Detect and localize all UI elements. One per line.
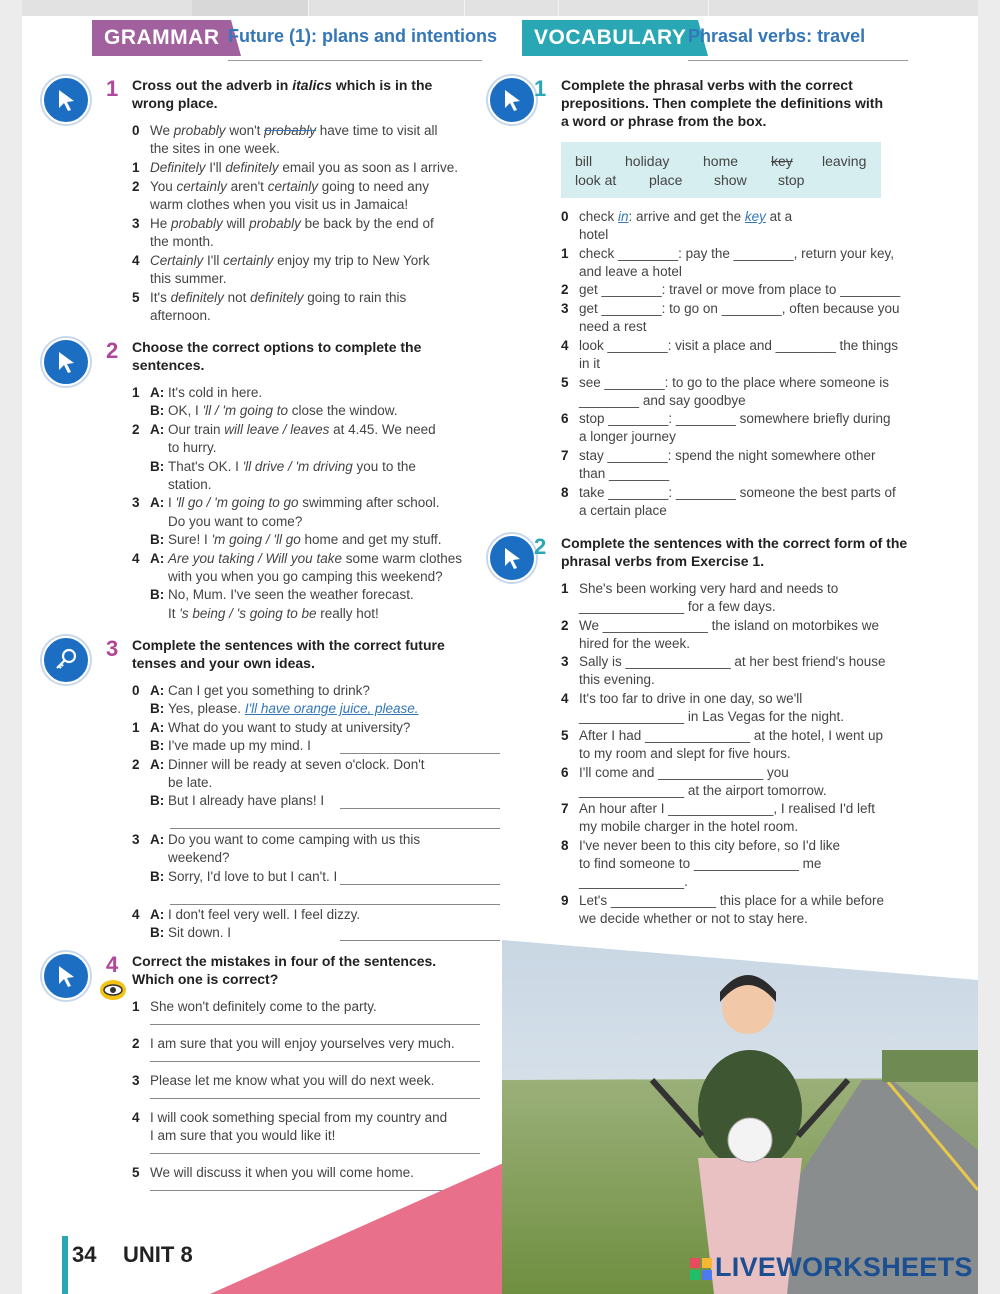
item-number: 0 [561, 209, 569, 224]
exercise-item [561, 892, 919, 928]
item-text[interactable]: An hour after I ______________, I realised I'd left [579, 801, 876, 817]
item-text: It's [150, 290, 171, 305]
item-text[interactable]: get ________: to go on ________, often because you [579, 301, 900, 317]
item-text: going to need any [317, 179, 430, 194]
exercise-item [561, 447, 909, 483]
item-number: 4 [132, 550, 140, 566]
item-number: 3 [132, 831, 140, 847]
option-choice[interactable]: 'll drive / 'm driving [242, 458, 353, 474]
speaker-label: B: [150, 925, 165, 941]
item-number: 9 [561, 892, 569, 908]
item-number: 5 [561, 374, 569, 390]
item-number: 2 [132, 756, 140, 772]
cursor-icon[interactable] [488, 76, 536, 124]
dialogue-line [132, 550, 513, 568]
item-text: with you when you go camping this weekend? [168, 569, 443, 584]
item-text[interactable]: look ________: visit a place and ________ the things [579, 337, 898, 353]
word-box-item: leaving [822, 153, 867, 169]
item-text: It's cold in here. [168, 385, 263, 400]
speaker-label: A: [150, 756, 165, 772]
exercise-item [132, 998, 480, 1016]
item-text: No, Mum. I've seen the weather forecast. [168, 587, 414, 603]
dialogue-line [150, 513, 513, 531]
exercise-item [561, 281, 909, 299]
item-text[interactable]: ______________ at the airport tomorrow. [579, 782, 827, 798]
item-text[interactable]: I've never been to this city before, so I'd like [579, 837, 841, 853]
item-text: some warm clothes [341, 550, 463, 566]
dialogue-line [150, 774, 513, 792]
unit-label: UNIT 8 [123, 1242, 193, 1267]
item-number: 3 [561, 654, 569, 670]
speaker-label: B: [150, 738, 165, 754]
exercise-item [561, 617, 919, 653]
answer-line[interactable] [340, 808, 500, 809]
adverb-option[interactable]: Certainly [150, 253, 204, 268]
item-text[interactable]: hired for the week. [579, 635, 691, 651]
item-text: I'll [205, 160, 226, 175]
item-text: you to the [352, 458, 416, 474]
dialogue-line [150, 458, 513, 476]
item-text: warm clothes when you visit us in Jamaica! [150, 197, 409, 212]
speaker-label: B: [150, 587, 165, 603]
word-box-item: holiday [625, 153, 670, 169]
dialogue-line [150, 849, 513, 867]
exercise-item [561, 837, 919, 891]
item-text: email you as soon as I arrive. [278, 160, 458, 175]
item-number: 5 [132, 1165, 140, 1180]
item-number: 0 [132, 683, 140, 698]
item-text: I [168, 495, 176, 511]
exercise-item [561, 800, 919, 836]
dialogue-line [132, 906, 513, 924]
option-choice[interactable]: will leave / leaves [224, 421, 330, 437]
adverb-option[interactable]: definitely [250, 290, 304, 305]
item-text: She won't definitely come to the party. [150, 999, 377, 1014]
dialogue-line [132, 384, 513, 402]
exercise-number: 1 [106, 76, 119, 101]
dialogue-line [150, 476, 513, 494]
item-text[interactable]: see ________: to go to the place where someone is [579, 374, 889, 390]
dialogue-line [132, 682, 513, 700]
item-text: the sites in one week. [150, 141, 280, 156]
speaker-label: A: [150, 683, 165, 698]
item-number: 2 [561, 617, 569, 633]
item-text: swimming after school. [298, 495, 440, 511]
answer-line[interactable] [340, 753, 500, 754]
item-text: at a [765, 209, 793, 224]
option-choice[interactable]: 'll / 'm going to [202, 403, 288, 419]
item-number: 0 [132, 123, 140, 138]
speaker-label: B: [150, 403, 165, 419]
item-text: Can I get you something to drink? [168, 683, 370, 698]
item-text: this summer. [150, 271, 227, 286]
exercise-instruction: Complete the sentences with the correct form of the phrasal verbs from Exercise 1. [561, 535, 908, 569]
item-text: be back by the end of [300, 216, 434, 231]
word-box-item: show [714, 172, 747, 188]
item-number: 4 [561, 337, 569, 353]
item-text: That's OK. I [168, 458, 243, 474]
exercise-item [561, 374, 909, 410]
exercise-number: 4 [106, 952, 119, 977]
item-text[interactable]: stay ________: spend the night somewhere other [579, 447, 876, 463]
item-number: 8 [561, 484, 569, 500]
exercise-item [132, 1109, 480, 1145]
vocab-title: Phrasal verbs: travel [688, 26, 866, 46]
exercise-item [561, 337, 909, 373]
word-box-item: bill [575, 153, 593, 169]
exercise-item [561, 764, 919, 800]
item-text: be late. [168, 775, 213, 790]
item-text: OK, I [168, 403, 203, 419]
item-number: 6 [561, 411, 569, 427]
item-number: 4 [132, 907, 140, 922]
item-text: I am sure that you would like it! [150, 1128, 336, 1143]
item-text[interactable]: Sally is ______________ at her best friend's house [579, 654, 886, 670]
item-text: What do you want to study at university? [168, 719, 411, 735]
footer-bar [62, 1236, 68, 1294]
exercise-item [561, 690, 919, 726]
adverb-option[interactable]: certainly [223, 253, 274, 268]
item-number: 3 [561, 301, 569, 317]
dialogue-line [150, 439, 513, 457]
exercise-item [132, 178, 480, 214]
item-text[interactable]: ________ and say goodbye [579, 392, 746, 408]
exercise-number: 3 [106, 636, 119, 661]
word-box [561, 142, 881, 198]
dialogue-line [150, 700, 513, 718]
speaker-label: A: [150, 719, 165, 735]
item-text[interactable]: stop ________: ________ somewhere briefly during [579, 411, 891, 427]
exercise-item [132, 252, 480, 288]
exercise-item [132, 289, 480, 325]
dialogue-line [150, 586, 513, 604]
item-text[interactable]: Let's ______________ this place for a while before [579, 892, 885, 908]
speaker-label: A: [150, 550, 165, 566]
item-number: 3 [132, 1073, 140, 1088]
adverb-option[interactable]: probably [171, 216, 223, 231]
speaker-label: B: [150, 793, 165, 809]
item-text: : arrive and get the [628, 209, 745, 224]
item-text: It [168, 605, 180, 621]
item-text[interactable]: ______________ for a few days. [579, 599, 776, 614]
item-text[interactable]: It's too far to drive in one day, so we'll [579, 691, 803, 707]
item-text[interactable]: I'll come and ______________ you [579, 764, 789, 780]
item-text: not [223, 290, 251, 305]
watermark-logo: LIVEWORKSHEETS [690, 1252, 973, 1283]
adverb-option[interactable]: probably [249, 216, 301, 231]
exercise-number: 1 [534, 76, 547, 101]
pink-decoration [210, 1160, 510, 1294]
item-text: Please let me know what you will do next week. [150, 1073, 435, 1088]
answer-line[interactable] [150, 1153, 480, 1154]
dialogue-line [132, 756, 513, 774]
item-text: We [150, 123, 174, 138]
speaker-label: A: [150, 385, 165, 400]
scooter-photo [502, 940, 978, 1294]
speaker-label: A: [150, 495, 165, 511]
item-text: But I already have plans! I [168, 793, 325, 809]
item-number: 1 [561, 581, 569, 596]
exercise-item [132, 215, 480, 251]
exercise-instruction: Complete the sentences with the correct future tenses and your own ideas. [132, 637, 445, 671]
dialogue-line [150, 531, 513, 549]
exercise-number: 2 [534, 534, 547, 559]
speaker-label: A: [150, 831, 165, 847]
exercise-item [132, 159, 480, 177]
dialogue-line [132, 719, 513, 737]
exercise-item [561, 580, 919, 616]
item-text: going to rain this [303, 290, 407, 305]
dialogue-line [150, 605, 513, 623]
dialogue-line [132, 494, 513, 512]
item-text: enjoy my trip to New York [273, 253, 430, 268]
exercise-item [561, 410, 909, 446]
item-number: 1 [132, 160, 140, 175]
answer-line[interactable] [150, 1061, 480, 1062]
item-number: 1 [561, 245, 569, 261]
item-text: Sit down. I [168, 925, 232, 941]
item-text: Our train [168, 421, 225, 437]
answer-line[interactable] [150, 1098, 480, 1099]
vocab-tag: VOCABULARY [522, 20, 698, 56]
item-number: 7 [561, 447, 569, 463]
item-text: I've made up my mind. I [168, 738, 311, 754]
item-text[interactable]: and leave a hotel [579, 263, 682, 279]
item-text[interactable]: After I had ______________ at the hotel, I went up [579, 727, 883, 743]
exercise-instruction: Cross out the adverb in italics which is in the wrong place. [132, 77, 433, 111]
answer-line[interactable] [170, 828, 500, 829]
speaker-label: B: [150, 868, 165, 884]
word-box-item: key [771, 153, 793, 169]
item-text[interactable]: ______________. [579, 873, 688, 889]
item-text[interactable]: She's been working very hard and needs to [579, 581, 839, 596]
worksheet-page [22, 0, 978, 1294]
item-text: will [222, 216, 250, 231]
word-box-item: place [649, 172, 683, 188]
item-text: have time to visit all [315, 123, 438, 138]
answer-line[interactable] [150, 1024, 480, 1025]
grammar-title: Future (1): plans and intentions [228, 26, 497, 46]
item-text: at 4.45. We need [329, 421, 436, 437]
item-text[interactable]: than ________ [579, 465, 670, 481]
item-text[interactable]: take ________: ________ someone the best parts of [579, 484, 896, 500]
item-text[interactable]: ______________ in Las Vegas for the night. [579, 709, 844, 725]
item-text: I will cook something special from my country and [150, 1110, 448, 1125]
item-text[interactable]: in it [579, 355, 601, 371]
speaker-label: B: [150, 701, 165, 717]
item-text[interactable]: a longer journey [579, 429, 676, 445]
item-number: 5 [132, 290, 140, 305]
item-number: 1 [132, 999, 140, 1014]
dialogue-line [132, 831, 513, 849]
option-choice[interactable]: Are you taking / Will you take [168, 550, 342, 566]
item-number: 6 [561, 764, 569, 780]
item-text[interactable]: to my room and slept for five hours. [579, 745, 791, 761]
item-text: weekend? [168, 850, 230, 866]
answer-line[interactable] [340, 884, 500, 885]
exercise-item [561, 727, 919, 763]
item-text[interactable]: a certain place [579, 502, 667, 518]
dialogue-line [132, 421, 513, 439]
item-text: Do you want to come? [168, 513, 303, 529]
item-number: 1 [132, 385, 140, 400]
item-text: to hurry. [168, 440, 217, 456]
adverb-option[interactable]: certainly [176, 179, 227, 194]
item-number: 2 [132, 179, 140, 194]
item-text[interactable]: hotel [579, 227, 609, 242]
item-text: I don't feel very well. I feel dizzy. [168, 907, 361, 922]
answer-line[interactable] [340, 940, 500, 941]
example-answer: in [618, 209, 629, 224]
speaker-label: A: [150, 907, 165, 922]
exercise-item [132, 1035, 480, 1053]
item-text[interactable]: this evening. [579, 672, 655, 688]
adverb-option[interactable]: definitely [225, 160, 279, 175]
exercise-item [561, 300, 909, 336]
item-text: I am sure that you will enjoy yourselves very much. [150, 1036, 455, 1051]
item-number: 4 [132, 253, 140, 268]
exercise-instruction: Complete the phrasal verbs with the correct prepositions. Then complete the definitions with a word or phrase from the box. [561, 77, 884, 129]
item-text: Dinner will be ready at seven o'clock. Don't [168, 756, 425, 772]
item-text[interactable]: to find someone to ______________ me [579, 855, 822, 871]
item-text: Yes, please. [168, 701, 245, 717]
adverb-option[interactable]: probably [264, 123, 316, 138]
page-number: 34 [72, 1242, 97, 1267]
dialogue-line [150, 568, 513, 586]
item-number: 3 [132, 216, 140, 231]
example-answer: key [744, 209, 766, 224]
adverb-option[interactable]: probably [173, 123, 226, 138]
exercise-item [561, 484, 909, 520]
exercise-item [561, 208, 909, 244]
adverb-option[interactable]: definitely [170, 290, 224, 305]
word-box-item: stop [778, 172, 805, 188]
option-choice[interactable]: 'll go / 'm going to go [175, 495, 299, 511]
liveworksheets-icon [690, 1258, 712, 1280]
item-text[interactable]: get ________: travel or move from place to ________ [579, 282, 901, 298]
item-text: afternoon. [150, 308, 211, 323]
cursor-icon[interactable] [42, 76, 90, 124]
example-answer: I'll have orange juice, please. [244, 701, 419, 717]
item-text: Sorry, I'd love to but I can't. I [168, 868, 338, 884]
item-text[interactable]: We ______________ the island on motorbikes we [579, 617, 879, 633]
item-text: aren't [226, 179, 268, 194]
item-text[interactable]: check ________: pay the ________, return your key, [579, 245, 894, 261]
grammar-tag: GRAMMAR [92, 20, 231, 56]
item-number: 2 [561, 282, 569, 298]
exercise-item [561, 245, 909, 281]
dialogue-line [150, 402, 513, 420]
item-text: really hot! [316, 605, 379, 621]
item-number: 2 [132, 1036, 140, 1051]
item-text[interactable]: need a rest [579, 319, 647, 335]
item-number: 4 [132, 1110, 140, 1125]
exercise-item [132, 122, 480, 158]
answer-line[interactable] [170, 904, 500, 905]
top-bar [22, 0, 978, 16]
option-choice[interactable]: 'm going / 'll go [211, 532, 301, 548]
item-number: 1 [132, 719, 140, 735]
exercise-number: 2 [106, 338, 119, 363]
item-number: 4 [561, 691, 569, 707]
cursor-icon[interactable] [42, 952, 90, 1000]
item-text: home and get my stuff. [300, 532, 442, 548]
exercise-instruction: Correct the mistakes in four of the sentences. Which one is correct? [132, 953, 437, 987]
option-choice[interactable]: 's being / 's going to be [179, 605, 317, 621]
item-text[interactable]: my mobile charger in the hotel room. [579, 819, 799, 835]
item-number: 5 [561, 727, 569, 743]
adverb-option[interactable]: certainly [267, 179, 318, 194]
grammar-header [92, 20, 497, 60]
item-number: 8 [561, 837, 569, 853]
item-text[interactable]: we decide whether or not to stay here. [579, 910, 808, 926]
item-text: station. [168, 477, 212, 492]
exercise-item [561, 653, 919, 689]
item-text: close the window. [287, 403, 398, 419]
eye-icon [100, 980, 126, 1000]
item-text: We will discuss it when you will come home. [150, 1165, 414, 1180]
item-text: Do you want to come camping with us this [168, 831, 421, 847]
item-text: won't [225, 123, 265, 138]
item-number: 2 [132, 421, 140, 437]
item-text: You [150, 179, 177, 194]
word-box-item: look at [575, 172, 617, 188]
item-text: He [150, 216, 172, 231]
speaker-label: A: [150, 421, 165, 437]
key-icon[interactable] [42, 636, 90, 684]
speaker-label: B: [150, 532, 165, 548]
cursor-icon[interactable] [42, 338, 90, 386]
adverb-option[interactable]: Definitely [150, 160, 206, 175]
word-box-item: home [703, 153, 739, 169]
speaker-label: B: [150, 458, 165, 474]
exercise-instruction: Choose the correct options to complete the sentences. [132, 339, 422, 373]
item-text: the month. [150, 234, 214, 249]
cursor-icon[interactable] [488, 534, 536, 582]
item-text: I'll [203, 253, 224, 268]
vocab-header [522, 20, 912, 60]
item-number: 7 [561, 801, 569, 817]
item-number: 3 [132, 495, 140, 511]
exercise-item [132, 1072, 480, 1090]
item-text[interactable]: check [579, 209, 619, 224]
item-text: Sure! I [168, 532, 212, 548]
